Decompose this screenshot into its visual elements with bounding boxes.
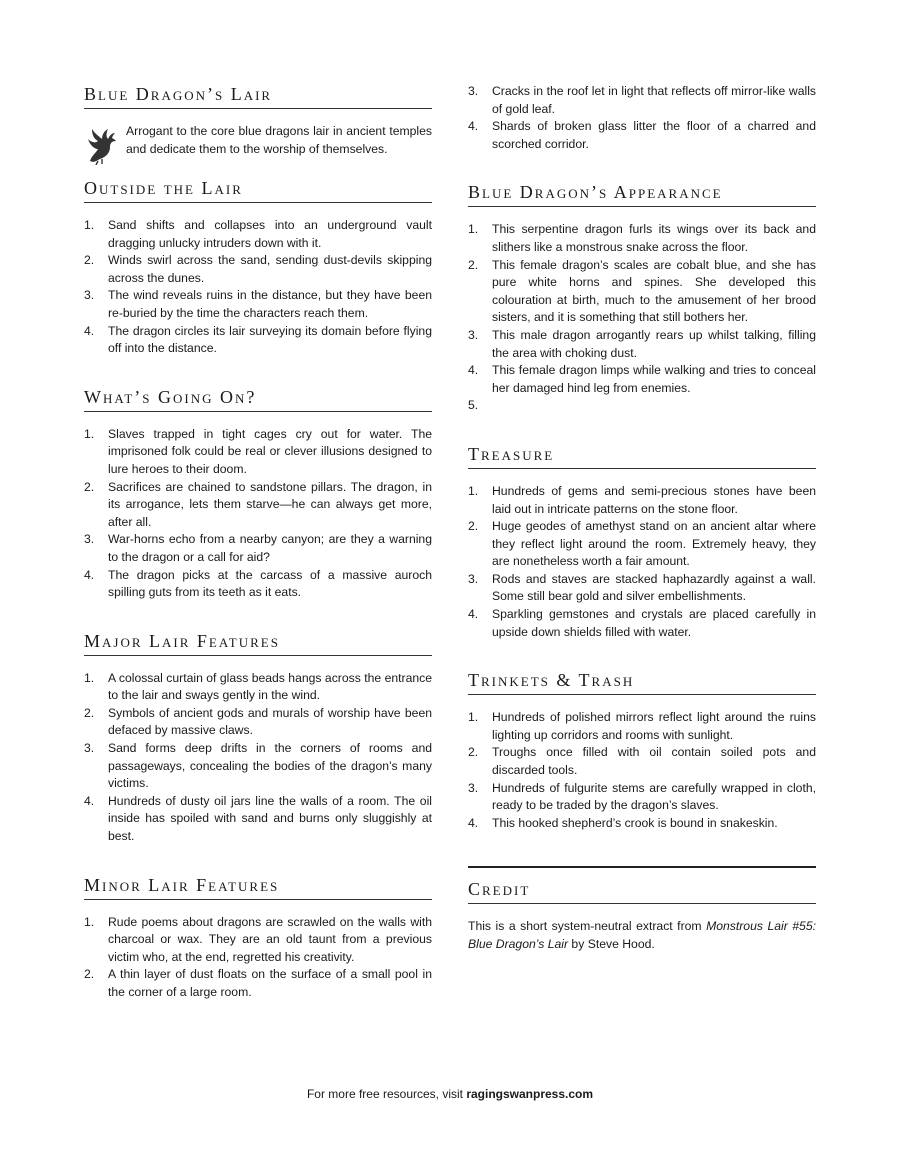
list-item: 3. Hundreds of fulgurite stems are carefully wrapped in cloth, ready to be traded by the dragon’s slaves. xyxy=(468,780,816,813)
list-item: 1. Hundreds of gems and semi-precious stones have been laid out in intricate patterns on the stone floor. xyxy=(468,483,816,516)
list-item: 2. Winds swirl across the sand, sending dust-devils skipping across the dunes. xyxy=(84,253,432,285)
section-outside-the-lair xyxy=(84,177,432,358)
list-item: 3. The wind reveals ruins in the distance, but they have been re-buried by the time the characters reach them. xyxy=(84,288,432,320)
list-item: 2. Sacrifices are chained to sandstone pillars. The dragon, in its arrogance, lets them starve—he can always get more, after all. xyxy=(84,479,432,529)
credit-heading: Credit xyxy=(468,878,816,904)
list-item: 1. Hundreds of polished mirrors reflect light around the ruins lighting up corridors and rooms with sunlight. xyxy=(468,710,816,742)
intro-block xyxy=(84,123,432,165)
list-item: 4. The dragon picks at the carcass of a massive auroch spilling guts from its teeth as it eats. xyxy=(84,567,432,600)
list-item: 1. Sand shifts and collapses into an underground vault dragging unlucky intruders down with it. xyxy=(84,218,432,250)
list-item: 5. xyxy=(468,398,479,413)
right-column xyxy=(468,83,816,954)
footer-text: For more free resources, visit xyxy=(306,1087,467,1101)
list-item: 2. A thin layer of dust floats on the surface of a small pool in the corner of a large room. xyxy=(84,967,432,999)
section-heading: Minor Lair Features xyxy=(84,874,432,900)
section-heading: What’s Going On? xyxy=(84,386,432,412)
section-heading: Blue Dragon’s Appearance xyxy=(468,181,816,207)
list-item: 2. Huge geodes of amethyst stand on an ancient altar where they reflect light around the room. Extremely heavy, they are nonetheless worth a fair amount. xyxy=(468,519,816,569)
credit-text: This is a short system-neutral extract from Monstrous Lair #55: Blue Dragon’s Lair by Steve Hood. xyxy=(468,919,816,951)
section-treasure xyxy=(468,443,816,641)
left-column xyxy=(84,83,432,1030)
section-heading: Trinkets & Trash xyxy=(468,669,816,695)
list-item: 1. Rude poems about dragons are scrawled on the walls with charcoal or wax. They are an old taunt from a previous victim who, at the end, regretted his creativity. xyxy=(84,914,432,964)
list-item: 1. A colossal curtain of glass beads hangs across the entrance to the lair and sways gently in the wind. xyxy=(84,670,432,703)
intro-text: Arrogant to the core blue dragons lair in ancient temples and dedicate them to the worship of themselves. xyxy=(126,124,432,156)
list-item: 2. Symbols of ancient gods and murals of worship have been defaced by massive claws. xyxy=(84,705,432,738)
page-title: Blue Dragon’s Lair xyxy=(84,83,432,109)
list-item: 3. Cracks in the roof let in light that reflects off mirror-like walls of gold leaf. xyxy=(468,84,816,116)
dragon-icon xyxy=(84,125,120,165)
footer xyxy=(0,1087,900,1101)
list-item: 3. This male dragon arrogantly rears up whilst talking, filling the area with choking dust. xyxy=(468,327,816,360)
section-heading: Major Lair Features xyxy=(84,630,432,656)
footer-link[interactable]: ragingswanpress.com xyxy=(466,1087,594,1101)
list-item: 3. War-horns echo from a nearby canyon; are they a warning to the dragon or a call for aid? xyxy=(84,532,432,564)
list-item: 3. Rods and staves are stacked haphazardly against a wall. Some still bear gold and silver embellishments. xyxy=(468,571,816,604)
minor-features-continued xyxy=(468,83,816,153)
book-title: Monstrous Lair #55: Blue Dragon’s Lair xyxy=(468,919,816,951)
list-item: 2. This female dragon’s scales are cobalt blue, and she has pure white horns and spines. She developed this colouration at birth, much to the amusement of her brood sisters, and it is something that still bothers her. xyxy=(468,257,816,325)
list-item: 4. The dragon circles its lair surveying its domain before flying off into the distance. xyxy=(84,323,432,356)
list-item: 4. Sparkling gemstones and crystals are placed carefully in upside down shields filled with water. xyxy=(468,607,816,639)
section-major-lair-features xyxy=(84,630,432,846)
list-item: 4. Hundreds of dusty oil jars line the walls of a room. The oil inside has spoiled with sand and burns only sluggishly at best. xyxy=(84,793,432,844)
credit-section xyxy=(468,866,816,953)
list-item: 3. Sand forms deep drifts in the corners of rooms and passageways, concealing the bodies of the dragon’s many victims. xyxy=(84,741,432,791)
list-item: 2. Troughs once filled with oil contain soiled pots and discarded tools. xyxy=(468,745,816,778)
section-trinkets-and-trash xyxy=(468,669,816,832)
list-item: 1. This serpentine dragon furls its wings over its back and slithers like a monstrous snake across the floor. xyxy=(468,222,816,254)
list-item: 4. Shards of broken glass litter the floor of a charred and scorched corridor. xyxy=(468,119,816,151)
list-item: 1. Slaves trapped in tight cages cry out for water. The imprisoned folk could be real or clever illusions designed to lure heroes to their doom. xyxy=(84,426,432,476)
list-item: 4. This hooked shepherd’s crook is bound in snakeskin. xyxy=(468,815,778,830)
list-item: 4. This female dragon limps while walking and tries to conceal her damaged hind leg from enemies. xyxy=(468,363,816,395)
section-heading: Treasure xyxy=(468,443,816,469)
section-blue-dragons-appearance xyxy=(468,181,816,415)
section-whats-going-on xyxy=(84,386,432,602)
section-heading: Outside the Lair xyxy=(84,177,432,203)
section-minor-lair-features xyxy=(84,874,432,1002)
